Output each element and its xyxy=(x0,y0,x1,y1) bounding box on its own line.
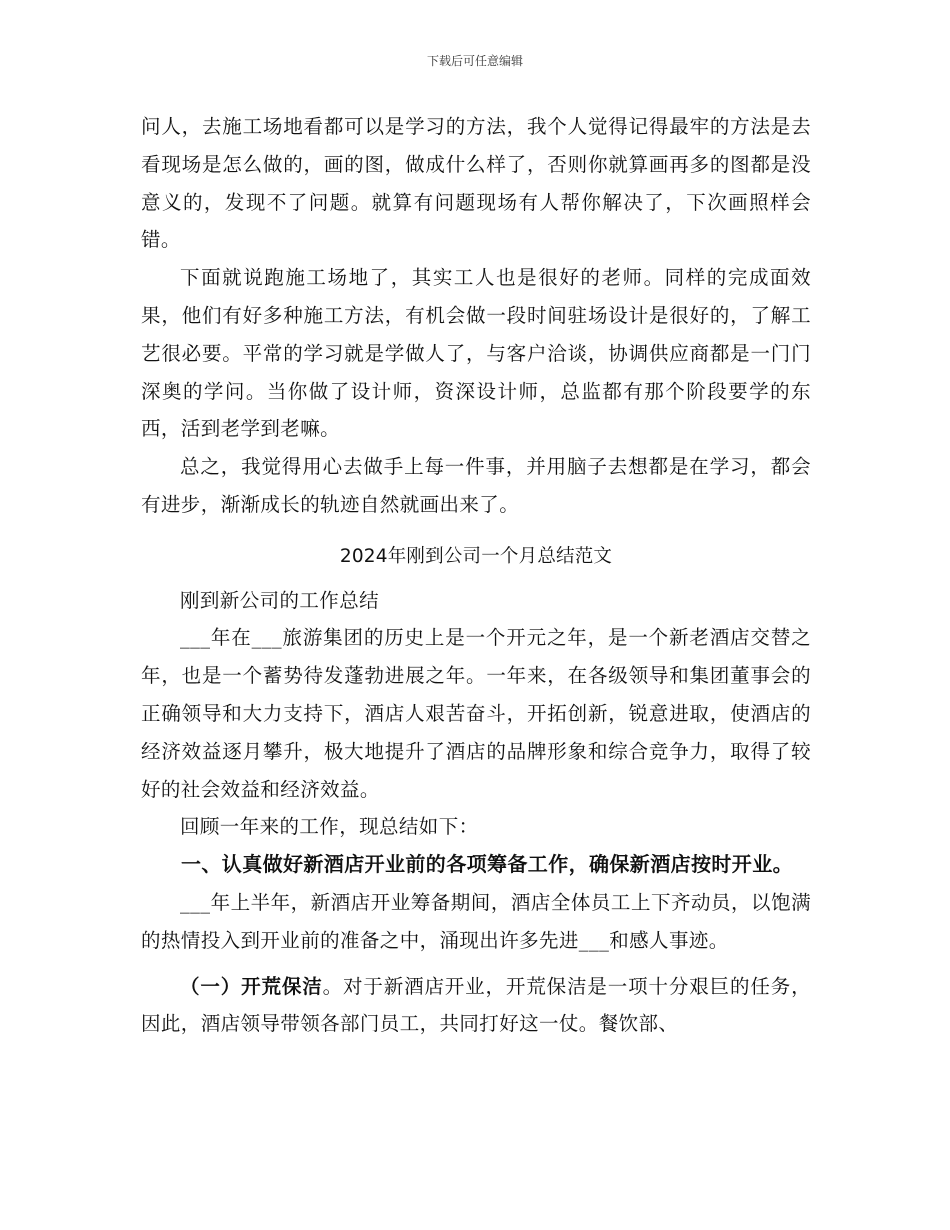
paragraph-3: 总之，我觉得用心去做手上每一件事，并用脑子去想都是在学习，都会有进步，渐渐成长的轨迹自然就画出来了。 xyxy=(141,455,811,516)
section-1-heading: 一、认真做好新酒店开业前的各项筹备工作，确保新酒店按时开业。 xyxy=(181,852,793,877)
paragraph-4: ___年在___旅游集团的历史上是一个开元之年，是一个新老酒店交替之年，也是一个蓄势待发蓬勃进展之年。一年来，在各级领导和集团董事会的正确领导和大力支持下，酒店人艰苦奋斗，开拓创新，锐意进取，使酒店的经济效益逐月攀升，极大地提升了酒店的品牌形象和综合竞争力，取得了较好的社会效益和经济效益。 xyxy=(141,626,811,801)
paragraph-2: 下面就说跑施工场地了，其实工人也是很好的老师。同样的完成面效果，他们有好多种施工方法，有机会做一段时间驻场设计是很好的，了解工艺很必要。平常的学习就是学做人了，与客户洽谈，协调供应商都是一门门深奥的学问。当你做了设计师，资深设计师，总监都有那个阶段要学的东西，活到老学到老嘛。 xyxy=(141,266,811,441)
subsection-1-text: 。对于新酒店开业，开荒保洁是一项十分艰巨的任务，因此，酒店领导带领各部门员工，共同打好这一仗。餐饮部、 xyxy=(141,974,811,1036)
paragraph-6: ___年上半年，新酒店开业筹备期间，酒店全体员工上下齐动员，以饱满的热情投入到开业前的准备之中，涌现出许多先进___和感人事迹。 xyxy=(141,890,811,952)
paragraph-5: 回顾一年来的工作，现总结如下： xyxy=(180,815,479,839)
article-subtitle: 刚到新公司的工作总结 xyxy=(180,588,380,612)
document-body xyxy=(141,108,811,1043)
paragraph-1: 问人，去施工场地看都可以是学习的方法，我个人觉得记得最牢的方法是去看现场是怎么做的，画的图，做成什么样了，否则你就算画再多的图都是没意义的，发现不了问题。就算有问题现场有人帮你解决了，下次画照样会错。 xyxy=(141,115,811,252)
subsection-1-title: （一）开荒保洁 xyxy=(180,974,323,998)
paragraph-7 xyxy=(141,968,811,1044)
article-title: 2024年刚到公司一个月总结范文 xyxy=(339,545,613,567)
page-header: 下载后可任意编辑 xyxy=(426,54,523,68)
